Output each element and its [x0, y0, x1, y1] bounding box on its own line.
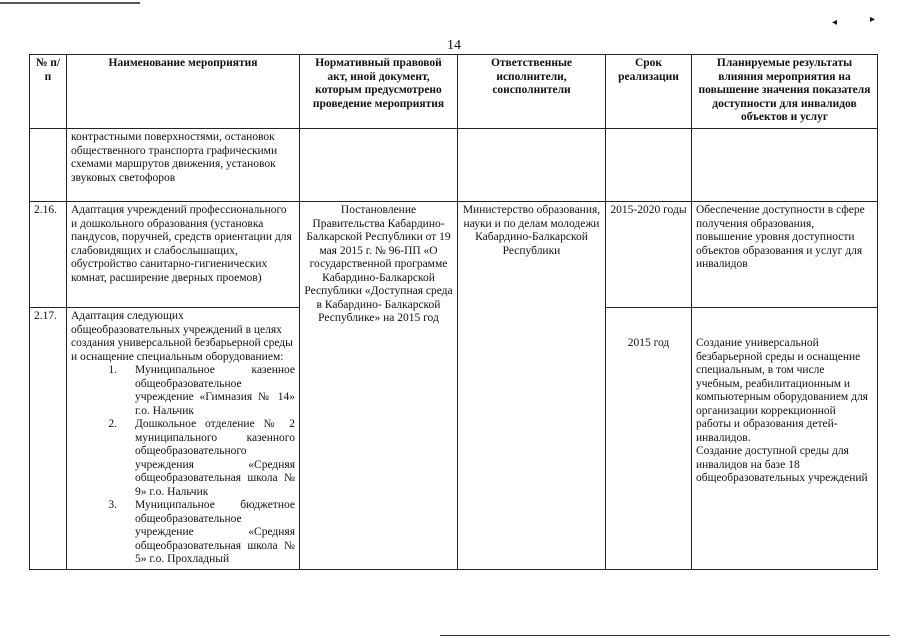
- cell-act: Постановление Правительства Кабардино-Балкарской Республики от 19 мая 2015 г. № 96-ПП «О государственной программе Кабардино-Балкарской Республики «Доступная среда в Кабардино- Балкарской Республике» на 2015 год: [300, 202, 458, 570]
- cell-name: контрастными поверхностями, остановок общественного транспорта графическими схемами маршрутов движения, установок звуковых светофоров: [67, 129, 300, 202]
- header-executors: Ответственные исполнители, соисполнители: [458, 55, 606, 129]
- cell-results-2-17: [692, 308, 878, 570]
- list-item-text: Дошкольное отделение № 2 муниципального казенного общеобразовательного учреждения «Средняя общеобразовательная школа № 9» г.о. Нальчик: [135, 418, 295, 498]
- measures-table: [29, 54, 878, 570]
- cell-term: [606, 129, 692, 202]
- result-paragraph: Создание доступной среды для инвалидов на базе 18 общеобразовательных учреждений: [696, 445, 868, 484]
- footer-rule: [440, 635, 890, 636]
- table-row: [30, 129, 878, 202]
- cell-term-2-17: [606, 308, 692, 570]
- list-item-number: 3.: [108, 499, 117, 511]
- header-term: Срок реализации: [606, 55, 692, 129]
- cell-name: Адаптация учреждений профессионального и дошкольного образования (установка пандусов, поручней, средств ориентации для слабовидящих и слабослышащих, обустройство санитарно-гигиенических комнат, расширение дверных проемов): [67, 202, 300, 308]
- cell-act: [300, 129, 458, 202]
- header-name: Наименование мероприятия: [67, 55, 300, 129]
- list-item: [71, 364, 295, 418]
- cell-term-2-16: 2015-2020 годы: [606, 202, 692, 308]
- scan-artifact-line: [0, 2, 140, 4]
- header-number: № п/п: [30, 55, 67, 129]
- row-number-2-17: 2.17.: [30, 308, 67, 570]
- table-header-row: [30, 55, 878, 129]
- list-item: [71, 418, 295, 499]
- scan-artifact-mark: ▸: [870, 14, 876, 25]
- cell-results-2-16: Обеспечение доступности в сфере получения образования, повышение уровня доступности объектов образования и услуг для инвалидов: [692, 202, 878, 308]
- cell-executors: [458, 129, 606, 202]
- term-text: 2015 год: [627, 337, 670, 349]
- name-intro: Адаптация следующих общеобразовательных учреждений в целях создания универсальной безбарьерной среды и оснащение специальным оборудованием:: [71, 310, 293, 363]
- header-results: Планируемые результаты влияния мероприятия на повышение значения показателя доступности для инвалидов объектов и услуг: [692, 55, 878, 129]
- cell-number: [30, 129, 67, 202]
- result-paragraph: Создание универсальной безбарьерной среды и оснащение специальным, в том числе учебным, реабилитационным и компьютерным оборудованием для организации коррекционной работы и образования детей-инвалидов.: [696, 337, 868, 444]
- scan-artifact-mark: ◂: [832, 17, 838, 28]
- table-row: [30, 202, 878, 308]
- page-number: 14: [447, 38, 461, 53]
- list-item-number: 1.: [108, 364, 117, 376]
- row-number-2-16: 2.16.: [30, 202, 67, 308]
- cell-results: [692, 129, 878, 202]
- header-act: Нормативный правовой акт, иной документ, которым предусмотрено проведение мероприятия: [300, 55, 458, 129]
- list-item-text: Муниципальное казенное общеобразовательное учреждение «Гимназия № 14» г.о. Нальчик: [135, 364, 295, 417]
- list-item: [71, 499, 295, 567]
- cell-executors: Министерство образования, науки и по делам молодежи Кабардино-Балкарской Республики: [458, 202, 606, 570]
- list-item-number: 2.: [108, 418, 117, 430]
- list-item-text: Муниципальное бюджетное общеобразовательное учреждение «Средняя общеобразовательная школа № 5» г.о. Прохладный: [135, 499, 295, 565]
- cell-name-2-17: [67, 308, 300, 570]
